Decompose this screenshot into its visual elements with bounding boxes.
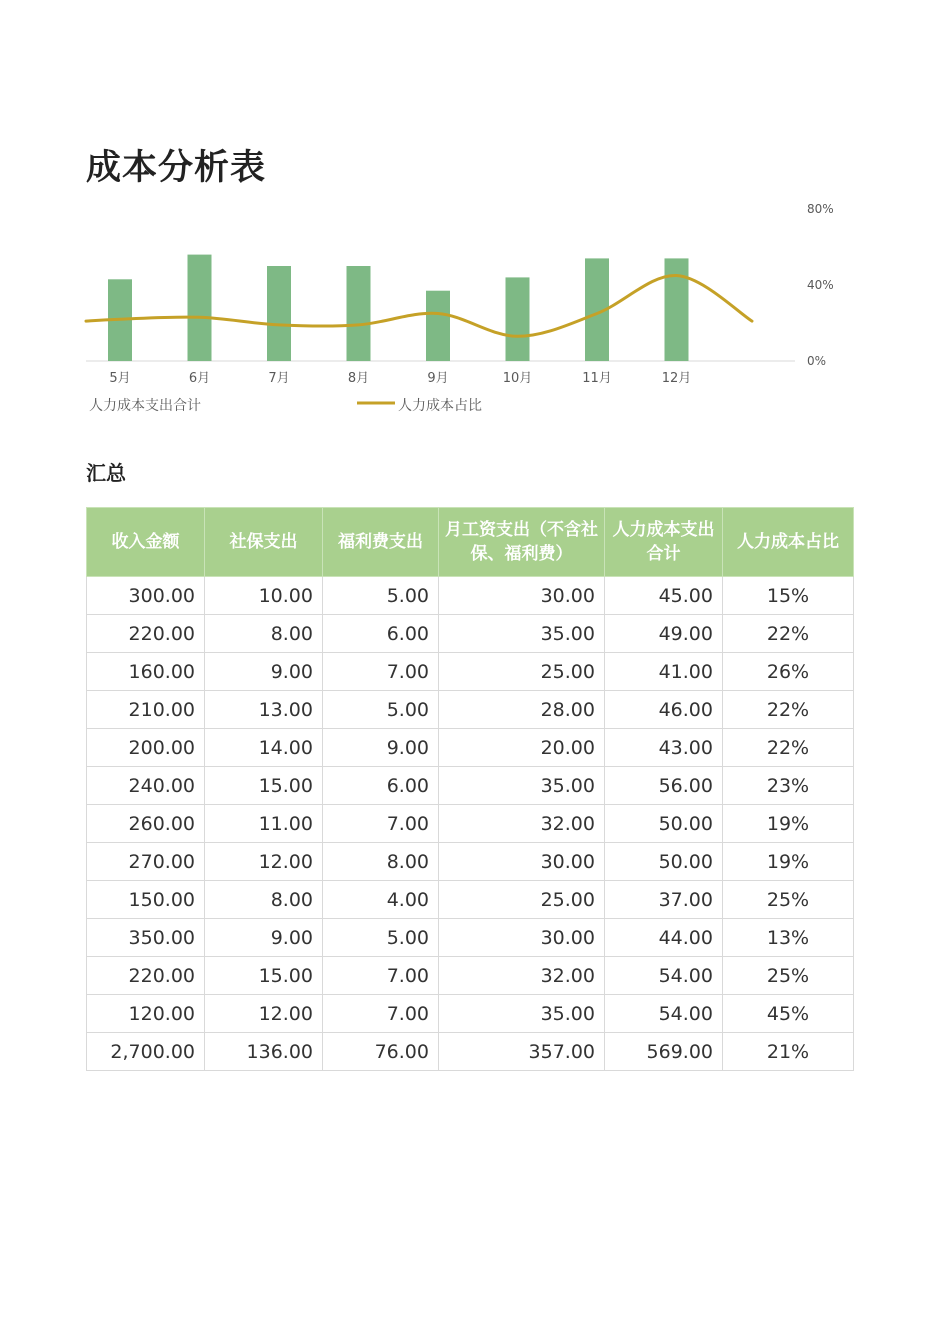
table-cell: 54.00 <box>605 957 723 995</box>
bar-2 <box>188 255 212 361</box>
y-right-tick-label: 80% <box>807 202 834 216</box>
table-cell: 160.00 <box>87 653 205 691</box>
table-body <box>87 577 854 1071</box>
legend-line-label: 人力成本占比 <box>398 398 482 414</box>
table-cell: 9.00 <box>205 919 323 957</box>
ratio-line <box>86 275 752 336</box>
table-cell: 7.00 <box>323 805 439 843</box>
bar-6 <box>506 277 530 361</box>
table-row <box>87 843 854 881</box>
table-cell: 44.00 <box>605 919 723 957</box>
header-revenue: 收入金额 <box>87 508 205 577</box>
table-row <box>87 957 854 995</box>
x-tick-label: 6月 <box>188 371 211 386</box>
bar-4 <box>347 266 371 361</box>
table-cell: 220.00 <box>87 957 205 995</box>
table-cell: 21% <box>723 1033 854 1071</box>
table-cell: 19% <box>723 805 854 843</box>
table-cell: 25.00 <box>439 881 605 919</box>
table-cell: 15.00 <box>205 957 323 995</box>
x-tick-label: 12月 <box>661 371 692 386</box>
table-cell: 45.00 <box>605 577 723 615</box>
table-cell: 13.00 <box>205 691 323 729</box>
table-cell: 45% <box>723 995 854 1033</box>
table-cell: 260.00 <box>87 805 205 843</box>
table-row <box>87 653 854 691</box>
table-cell: 270.00 <box>87 843 205 881</box>
combo-chart <box>0 195 950 425</box>
table-cell: 210.00 <box>87 691 205 729</box>
table-cell: 150.00 <box>87 881 205 919</box>
chart-svg <box>0 195 950 425</box>
page-title: 成本分析表 <box>86 148 267 188</box>
table-cell: 14.00 <box>205 729 323 767</box>
header-welfare: 福利费支出 <box>323 508 439 577</box>
y-right-tick-label: 40% <box>807 278 834 292</box>
table-cell: 2,700.00 <box>87 1033 205 1071</box>
table-header-row <box>87 508 854 577</box>
x-tick-label: 7月 <box>268 371 290 386</box>
table-cell: 11.00 <box>205 805 323 843</box>
table-cell: 9.00 <box>323 729 439 767</box>
table-cell: 13% <box>723 919 854 957</box>
table-row <box>87 1033 854 1071</box>
x-tick-label: 5月 <box>109 371 131 386</box>
table-cell: 46.00 <box>605 691 723 729</box>
table-cell: 569.00 <box>605 1033 723 1071</box>
table-cell: 23% <box>723 767 854 805</box>
legend-bar-label: 人力成本支出合计 <box>89 398 201 414</box>
bar-3 <box>267 266 291 361</box>
header-social-insurance: 社保支出 <box>205 508 323 577</box>
table-cell: 25% <box>723 881 854 919</box>
table-row <box>87 767 854 805</box>
table-cell: 20.00 <box>439 729 605 767</box>
table-cell: 35.00 <box>439 615 605 653</box>
table-cell: 7.00 <box>323 653 439 691</box>
table-cell: 43.00 <box>605 729 723 767</box>
table-cell: 56.00 <box>605 767 723 805</box>
section-title: 汇总 <box>86 461 126 485</box>
table-cell: 15.00 <box>205 767 323 805</box>
table-cell: 30.00 <box>439 919 605 957</box>
table-cell: 30.00 <box>439 843 605 881</box>
table-cell: 76.00 <box>323 1033 439 1071</box>
table-cell: 50.00 <box>605 805 723 843</box>
table-cell: 300.00 <box>87 577 205 615</box>
table-cell: 240.00 <box>87 767 205 805</box>
table-cell: 200.00 <box>87 729 205 767</box>
summary-table <box>86 507 854 1071</box>
table-cell: 49.00 <box>605 615 723 653</box>
table-cell: 25% <box>723 957 854 995</box>
table-cell: 8.00 <box>205 615 323 653</box>
table-cell: 35.00 <box>439 767 605 805</box>
table-cell: 5.00 <box>323 919 439 957</box>
x-tick-label: 9月 <box>427 371 449 386</box>
table-cell: 41.00 <box>605 653 723 691</box>
table-cell: 12.00 <box>205 995 323 1033</box>
table-cell: 5.00 <box>323 577 439 615</box>
table-cell: 4.00 <box>323 881 439 919</box>
table-row <box>87 729 854 767</box>
x-tick-label: 8月 <box>347 371 370 386</box>
table-cell: 15% <box>723 577 854 615</box>
table-cell: 25.00 <box>439 653 605 691</box>
table-cell: 22% <box>723 691 854 729</box>
table-cell: 22% <box>723 615 854 653</box>
table-cell: 32.00 <box>439 805 605 843</box>
header-monthly-wage: 月工资支出（不含社保、福利费） <box>439 508 605 577</box>
table-cell: 8.00 <box>205 881 323 919</box>
header-hr-cost-total: 人力成本支出合计 <box>605 508 723 577</box>
y-right-tick-label: 0% <box>807 354 827 368</box>
table-cell: 6.00 <box>323 615 439 653</box>
table-cell: 7.00 <box>323 995 439 1033</box>
table-row <box>87 805 854 843</box>
table-cell: 220.00 <box>87 615 205 653</box>
table-cell: 357.00 <box>439 1033 605 1071</box>
table-row <box>87 919 854 957</box>
table-cell: 30.00 <box>439 577 605 615</box>
table-row <box>87 615 854 653</box>
table-cell: 7.00 <box>323 957 439 995</box>
table-cell: 136.00 <box>205 1033 323 1071</box>
bar-5 <box>426 291 450 361</box>
table-row <box>87 577 854 615</box>
table-row <box>87 881 854 919</box>
table-cell: 12.00 <box>205 843 323 881</box>
table-cell: 35.00 <box>439 995 605 1033</box>
table-cell: 28.00 <box>439 691 605 729</box>
table-cell: 6.00 <box>323 767 439 805</box>
table-cell: 26% <box>723 653 854 691</box>
table-cell: 350.00 <box>87 919 205 957</box>
table-row <box>87 691 854 729</box>
table-cell: 9.00 <box>205 653 323 691</box>
x-tick-label: 10月 <box>502 371 533 386</box>
table-cell: 120.00 <box>87 995 205 1033</box>
table-cell: 22% <box>723 729 854 767</box>
table-cell: 10.00 <box>205 577 323 615</box>
table-cell: 37.00 <box>605 881 723 919</box>
x-tick-label: 11月 <box>582 371 612 386</box>
table-cell: 54.00 <box>605 995 723 1033</box>
table-cell: 8.00 <box>323 843 439 881</box>
table-cell: 32.00 <box>439 957 605 995</box>
table-cell: 19% <box>723 843 854 881</box>
table-cell: 50.00 <box>605 843 723 881</box>
header-hr-cost-ratio: 人力成本占比 <box>723 508 854 577</box>
table-row <box>87 995 854 1033</box>
table-cell: 5.00 <box>323 691 439 729</box>
bar-8 <box>665 258 689 361</box>
